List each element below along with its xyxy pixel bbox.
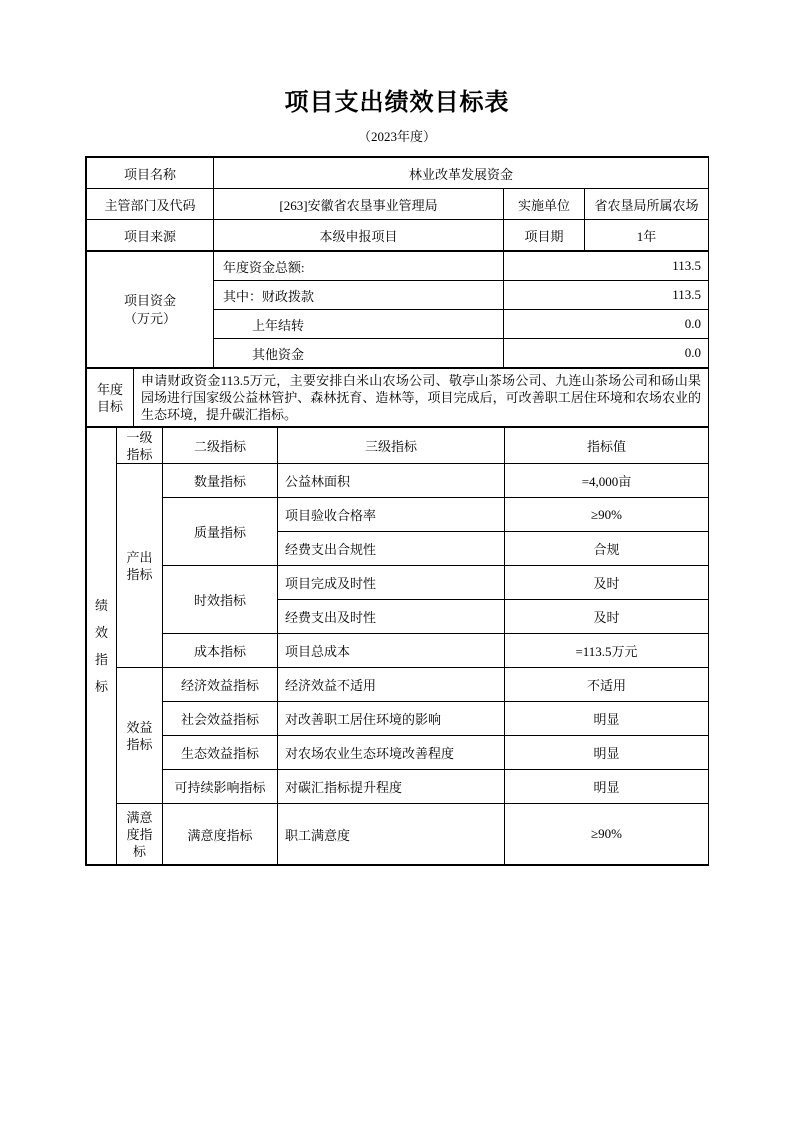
dept-label: 主管部门及代码 xyxy=(87,189,214,220)
level3-cell: 对碳汇指标提升程度 xyxy=(278,770,505,804)
fund-other-value: 0.0 xyxy=(504,339,709,368)
table-row xyxy=(87,668,709,702)
value-cell: =4,000亩 xyxy=(505,464,709,498)
header-level2: 二级指标 xyxy=(163,428,278,464)
level2-cell: 质量指标 xyxy=(163,498,278,566)
level3-cell: 项目总成本 xyxy=(278,634,505,668)
annual-goal-text: 申请财政资金113.5万元，主要安排白米山农场公司、敬亭山茶场公司、九连山茶场公司和砀山果园场进行国家级公益林管护、森林抚育、造林等，项目完成后，可改善职工居住环境和农场农业的生态环境，提升碳汇指标。 xyxy=(134,369,709,427)
level3-cell: 公益林面积 xyxy=(278,464,505,498)
table-row xyxy=(87,804,709,865)
table-row xyxy=(87,158,709,189)
level3-cell: 项目验收合格率 xyxy=(278,498,505,532)
info-table xyxy=(86,157,709,251)
project-name-value: 林业改革发展资金 xyxy=(214,158,709,189)
table-row xyxy=(87,220,709,251)
header-level1: 一级指标 xyxy=(117,428,163,464)
value-cell: =113.5万元 xyxy=(505,634,709,668)
source-value: 本级申报项目 xyxy=(214,220,504,251)
fund-total-value: 113.5 xyxy=(504,252,709,281)
period-label: 项目期 xyxy=(504,220,585,251)
level3-cell: 经济效益不适用 xyxy=(278,668,505,702)
impl-unit-value: 省农垦局所属农场 xyxy=(585,189,709,220)
level3-cell: 经费支出合规性 xyxy=(278,532,505,566)
table-row xyxy=(87,770,709,804)
table-row xyxy=(87,252,709,281)
value-cell: 及时 xyxy=(505,600,709,634)
funds-label-line1: 项目资金 xyxy=(123,292,176,308)
source-label: 项目来源 xyxy=(87,220,214,251)
level2-cell: 经济效益指标 xyxy=(163,668,278,702)
fund-total-label: 年度资金总额: xyxy=(214,252,504,281)
table-row xyxy=(87,189,709,220)
period-value: 1年 xyxy=(585,220,709,251)
page-subtitle: （2023年度） xyxy=(357,129,436,144)
table-row xyxy=(87,702,709,736)
table-row xyxy=(87,369,709,427)
level3-cell: 职工满意度 xyxy=(278,804,505,865)
level3-cell: 项目完成及时性 xyxy=(278,566,505,600)
project-name-label: 项目名称 xyxy=(87,158,214,189)
indicators-table xyxy=(86,427,709,865)
annual-goal-label-text: 年度目标 xyxy=(96,381,123,414)
value-cell: 不适用 xyxy=(505,668,709,702)
level2-cell: 生态效益指标 xyxy=(163,736,278,770)
form-table xyxy=(85,156,709,866)
level2-cell: 可持续影响指标 xyxy=(163,770,278,804)
value-cell: 明显 xyxy=(505,770,709,804)
header-level3: 三级指标 xyxy=(278,428,505,464)
value-cell: 及时 xyxy=(505,566,709,600)
value-cell: 合规 xyxy=(505,532,709,566)
value-cell: ≥90% xyxy=(505,804,709,865)
funds-label-line2: （万元） xyxy=(123,310,176,326)
table-row xyxy=(87,634,709,668)
dept-value: [263]安徽省农垦事业管理局 xyxy=(214,189,504,220)
fund-carryover-value: 0.0 xyxy=(504,310,709,339)
table-row xyxy=(87,498,709,532)
page-title: 项目支出绩效目标表 xyxy=(284,90,510,116)
performance-side-label-text: 绩效指标 xyxy=(94,598,108,694)
level3-cell: 对改善职工居住环境的影响 xyxy=(278,702,505,736)
level3-cell: 经费支出及时性 xyxy=(278,600,505,634)
impl-unit-label: 实施单位 xyxy=(504,189,585,220)
level2-cell: 时效指标 xyxy=(163,566,278,634)
fund-other-label: 其他资金 xyxy=(214,339,504,368)
level3-cell: 对农场农业生态环境改善程度 xyxy=(278,736,505,770)
table-row xyxy=(87,464,709,498)
level2-cell: 社会效益指标 xyxy=(163,702,278,736)
value-cell: 明显 xyxy=(505,736,709,770)
table-row xyxy=(87,566,709,600)
annual-goal-table xyxy=(86,368,709,427)
fund-fiscal-value: 113.5 xyxy=(504,281,709,310)
level2-cell: 成本指标 xyxy=(163,634,278,668)
table-row xyxy=(87,736,709,770)
level2-cell: 数量指标 xyxy=(163,464,278,498)
funds-table xyxy=(86,251,709,368)
fund-carryover-label: 上年结转 xyxy=(214,310,504,339)
level2-cell: 满意度指标 xyxy=(163,804,278,865)
level1-output: 产出指标 xyxy=(117,464,163,668)
annual-goal-label xyxy=(87,369,134,427)
level1-satisfaction: 满意度指标 xyxy=(117,804,163,865)
indicators-header-row xyxy=(87,428,709,464)
funds-label xyxy=(87,252,214,368)
level1-benefit: 效益指标 xyxy=(117,668,163,804)
performance-side-label xyxy=(87,428,117,865)
fund-fiscal-label: 其中：财政拨款 xyxy=(214,281,504,310)
header-value: 指标值 xyxy=(505,428,709,464)
value-cell: 明显 xyxy=(505,702,709,736)
value-cell: ≥90% xyxy=(505,498,709,532)
